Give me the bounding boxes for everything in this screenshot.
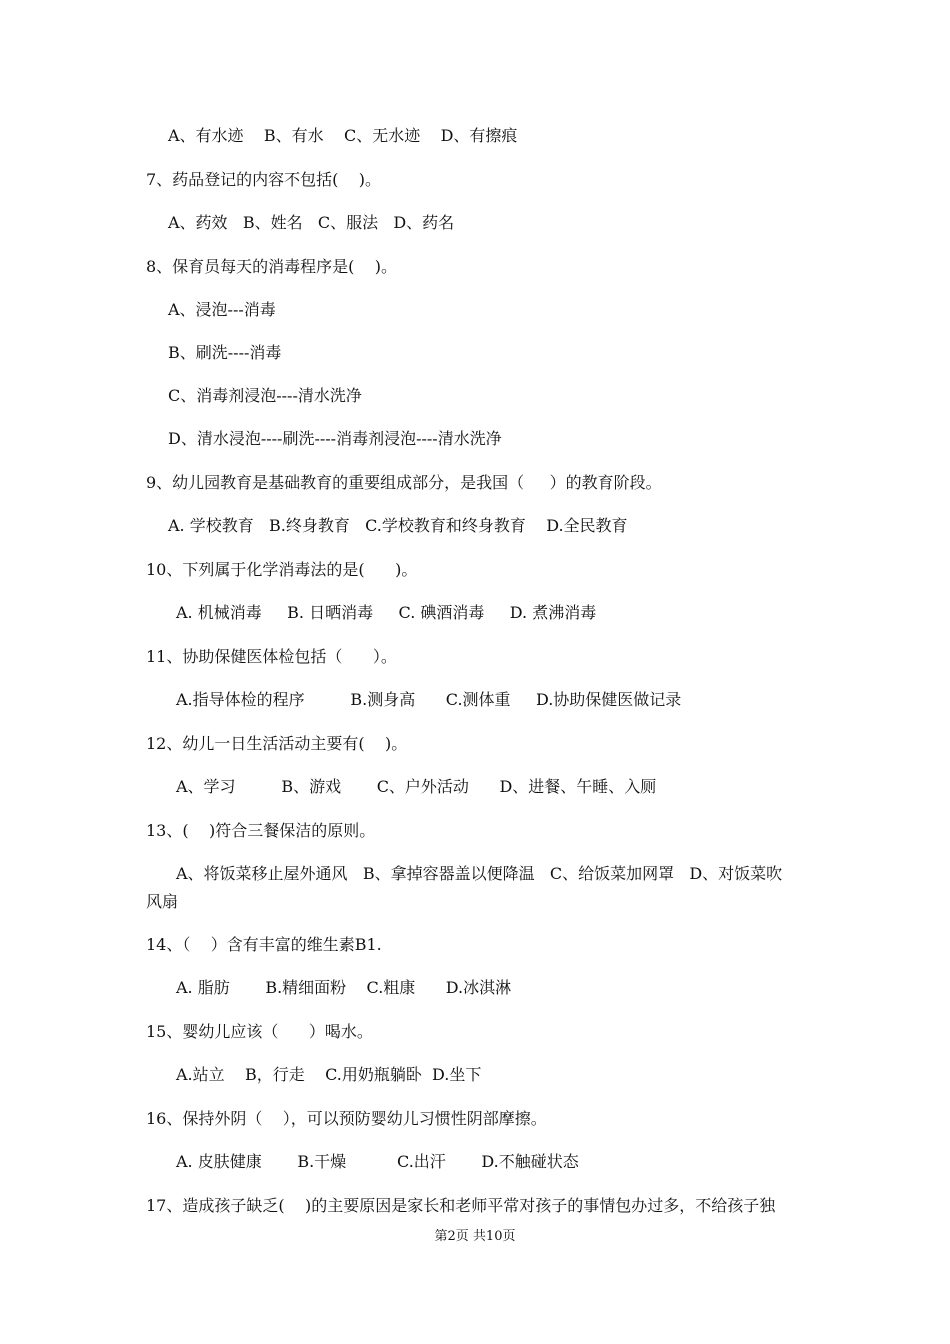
- q10-options: A. 机械消毒 B. 日晒消毒 C. 碘酒消毒 D. 煮沸消毒: [176, 603, 597, 622]
- q14-question: 14、（ ）含有丰富的维生素B1.: [146, 935, 382, 954]
- q8-option-c: C、消毒剂浸泡----清水洗净: [168, 386, 362, 405]
- q17-question: 17、造成孩子缺乏( )的主要原因是家长和老师平常对孩子的事情包办过多，不给孩子独: [146, 1196, 776, 1215]
- q7-question: 7、药品登记的内容不包括( )。: [146, 170, 382, 189]
- q10-question: 10、下列属于化学消毒法的是( )。: [146, 560, 418, 579]
- q15-options: A.站立 B，行走 C.用奶瓶躺卧 D.坐下: [176, 1065, 482, 1084]
- page-footer: 第2页 共10页: [434, 1229, 516, 1244]
- q16-options: A. 皮肤健康 B.干燥 C.出汗 D.不触碰状态: [176, 1152, 579, 1171]
- q8-option-b: B、刷洗----消毒: [168, 343, 282, 362]
- q12-options: A、学习 B、游戏 C、户外活动 D、进餐、午睡、入厕: [176, 777, 657, 796]
- q8-question: 8、保育员每天的消毒程序是( )。: [146, 257, 398, 276]
- q9-question: 9、幼儿园教育是基础教育的重要组成部分，是我国（ ）的教育阶段。: [146, 473, 662, 492]
- q13-options: A、将饭菜移止屋外通风 B、拿掉容器盖以便降温 C、给饭菜加网罩 D、对饭菜吹: [176, 864, 783, 883]
- q14-options: A. 脂肪 B.精细面粉 C.粗康 D.冰淇淋: [176, 978, 512, 997]
- q12-question: 12、幼儿一日生活活动主要有( )。: [146, 734, 408, 753]
- q13-question: 13、( )符合三餐保洁的原则。: [146, 821, 376, 840]
- q8-option-d: D、清水浸泡----刷洗----消毒剂浸泡----清水洗净: [168, 429, 502, 448]
- q11-options: A.指导体检的程序 B.测身高 C.测体重 D.协助保健医做记录: [176, 690, 682, 709]
- q7-options: A、药效 B、姓名 C、服法 D、药名: [168, 213, 455, 232]
- q13-options-continued: 风扇: [146, 892, 179, 911]
- q16-question: 16、保持外阴（ ），可以预防婴幼儿习惯性阴部摩擦。: [146, 1109, 547, 1128]
- q9-options: A. 学校教育 B.终身教育 C.学校教育和终身教育 D.全民教育: [168, 516, 628, 535]
- q11-question: 11、协助保健医体检包括（ ）。: [146, 647, 397, 666]
- q8-option-a: A、浸泡---消毒: [168, 300, 276, 319]
- q15-question: 15、婴幼儿应该（ ）喝水。: [146, 1022, 373, 1041]
- q6-options: A、有水迹 B、有水 C、无水迹 D、有擦痕: [168, 126, 518, 145]
